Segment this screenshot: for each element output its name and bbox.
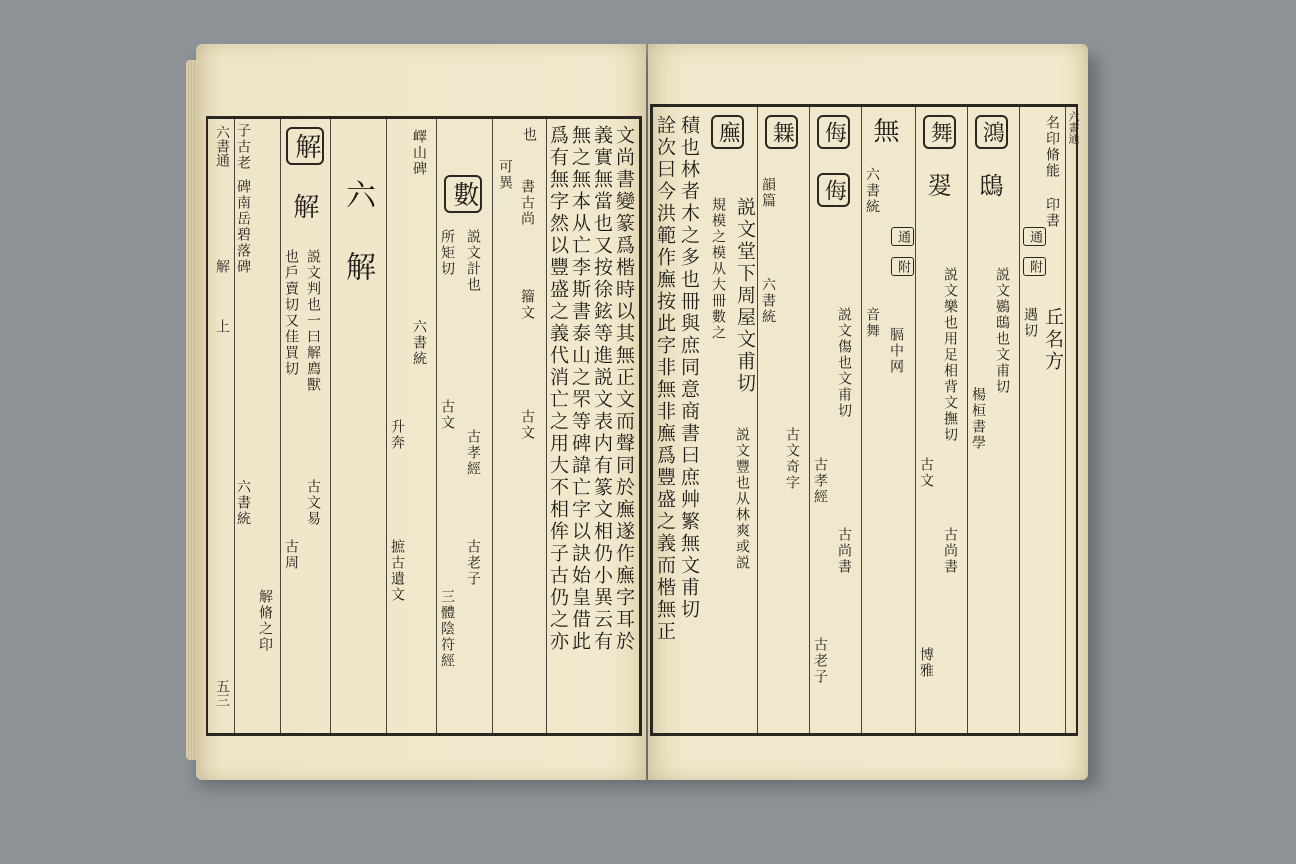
commentary-line: 詮次曰今洪範作廡按此字非無非廡爲豐盛之義而楷無正 bbox=[654, 115, 676, 643]
left-col-c bbox=[386, 119, 437, 733]
commentary-line: 無之無本从亡李斯書泰山之罘等碑諱亡字以訣始皇借此 bbox=[569, 125, 591, 653]
left-col-a bbox=[234, 119, 281, 733]
text-col: 丘名方 bbox=[1042, 307, 1064, 373]
text-col: 古文易 bbox=[305, 479, 321, 527]
text-col: 古老子 bbox=[812, 637, 828, 685]
text-col: 子古老 bbox=[235, 123, 251, 171]
text-col: 古文 bbox=[918, 457, 934, 489]
text-col: 古文 bbox=[439, 399, 455, 431]
text-col: 也 bbox=[521, 127, 537, 143]
margin-title: 六書通 bbox=[214, 125, 230, 167]
margin-title: 六書通 bbox=[1067, 111, 1080, 144]
text-col: 三體陰符經 bbox=[439, 589, 455, 669]
margin-section: 解 bbox=[214, 259, 230, 273]
text-col: 博雅 bbox=[918, 647, 934, 679]
right-col-c bbox=[809, 107, 862, 733]
folio-number: 五三 bbox=[214, 679, 230, 707]
right-page bbox=[648, 44, 1088, 780]
right-col-e bbox=[915, 107, 968, 733]
right-col-b bbox=[757, 107, 810, 733]
right-page-frame bbox=[650, 104, 1078, 736]
tag-tong: 通 bbox=[1023, 227, 1046, 246]
text-col: 韻篇 bbox=[760, 177, 776, 209]
text-col: 六書統 bbox=[411, 319, 427, 367]
head-char-wu-4: 侮 bbox=[817, 115, 850, 149]
left-col-heading bbox=[330, 119, 387, 733]
text-col: 古尚書 bbox=[836, 527, 852, 575]
head-char-wu: 舞 bbox=[923, 115, 956, 149]
head-char-jie: 解 bbox=[286, 127, 324, 165]
text-col: 升奔 bbox=[389, 419, 405, 451]
text-col: 説文樂也用足相背文撫切 bbox=[942, 267, 958, 443]
text-col: 説文傷也文甫切 bbox=[836, 307, 852, 419]
left-col-commentary bbox=[546, 119, 640, 733]
commentary-line: 積也林者木之多也冊與庶同意商書曰庶艸繁無文甫切 bbox=[678, 115, 700, 621]
head-char-wu-6: 廡 bbox=[711, 115, 744, 149]
right-col-f bbox=[967, 107, 1020, 733]
text-col: 可異 bbox=[497, 159, 513, 191]
right-col-commentary bbox=[653, 107, 758, 733]
right-col-g bbox=[1019, 107, 1066, 733]
text-col: 印書 bbox=[1044, 197, 1060, 229]
text-col: 古老子 bbox=[465, 539, 481, 587]
text-col: 碑南岳碧落碑 bbox=[235, 179, 251, 275]
head-char-wu-2: 翇 bbox=[923, 173, 951, 203]
text-col: 六書統 bbox=[760, 277, 776, 325]
text-col: 所矩切 bbox=[439, 229, 455, 277]
head-char-wu-3: 無 bbox=[869, 117, 899, 149]
text-col: 名印脩能 bbox=[1044, 115, 1060, 179]
right-margin-column bbox=[1065, 107, 1080, 733]
commentary-line: 義實無當也又按徐鉉等進説文表内有篆文相仍小異云有 bbox=[591, 125, 613, 653]
right-col-d bbox=[861, 107, 916, 733]
margin-volume: 上 bbox=[214, 319, 230, 333]
head-char-shu: 數 bbox=[444, 175, 482, 213]
tag-fu: 附 bbox=[1023, 257, 1046, 276]
text-col: 嶧山碑 bbox=[411, 129, 427, 177]
text-col: 古周 bbox=[283, 539, 299, 571]
left-page bbox=[196, 44, 646, 780]
text-col: 説文豐也从林爽或説 bbox=[734, 427, 750, 571]
text-col: 書古尚 bbox=[519, 179, 535, 227]
left-margin-column bbox=[208, 119, 235, 733]
left-col-e bbox=[492, 119, 547, 733]
head-char-hong-2: 鴟 bbox=[975, 173, 1003, 203]
text-col: 説文計也 bbox=[465, 229, 481, 293]
text-col: 六書統 bbox=[235, 479, 251, 527]
left-col-d bbox=[436, 119, 493, 733]
text-col: 六書統 bbox=[864, 167, 880, 215]
text-col: 古尚書 bbox=[942, 527, 958, 575]
text-col: 古文奇字 bbox=[784, 427, 800, 491]
text-col: 説文鷃鴟也文甫切 bbox=[994, 267, 1010, 395]
text-col: 古孝經 bbox=[812, 457, 828, 505]
text-col: 解脩之印 bbox=[257, 589, 273, 653]
head-char-jie-2: 解 bbox=[288, 193, 319, 219]
head-char-wu-7: 橆 bbox=[765, 115, 798, 149]
text-col: 摭古遺文 bbox=[389, 539, 405, 603]
section-heading: 六 解 bbox=[340, 179, 375, 287]
text-col: 楊桓書學 bbox=[970, 387, 986, 451]
text-col: 規模之模从大冊數之 bbox=[710, 197, 726, 341]
head-char-hong: 鴻 bbox=[975, 115, 1008, 149]
text-col: 籀文 bbox=[519, 289, 535, 321]
head-char-wu-5: 侮 bbox=[817, 173, 850, 207]
text-col: 説文堂下周屋文甫切 bbox=[734, 197, 756, 395]
left-page-frame bbox=[206, 116, 642, 736]
tag-tong: 通 bbox=[891, 227, 914, 246]
text-col: 音舞 bbox=[864, 307, 880, 339]
commentary-line: 文尚書變篆爲楷時以其無正文而聲同於廡遂作廡字耳於 bbox=[613, 125, 635, 653]
text-col: 古孝經 bbox=[465, 429, 481, 477]
commentary-line: 爲有無字然以豐盛之義代消亡之用大不相侔子古仍之亦 bbox=[547, 125, 569, 653]
text-col: 遇切 bbox=[1022, 307, 1038, 339]
text-col: 説文判也一曰解廌獸 bbox=[305, 249, 321, 393]
text-col: 也戶賣切又佳買切 bbox=[283, 249, 299, 377]
left-col-b bbox=[280, 119, 331, 733]
text-col: 古文 bbox=[519, 409, 535, 441]
tag-fu: 附 bbox=[891, 257, 914, 276]
text-col: 膈中网 bbox=[888, 327, 904, 375]
